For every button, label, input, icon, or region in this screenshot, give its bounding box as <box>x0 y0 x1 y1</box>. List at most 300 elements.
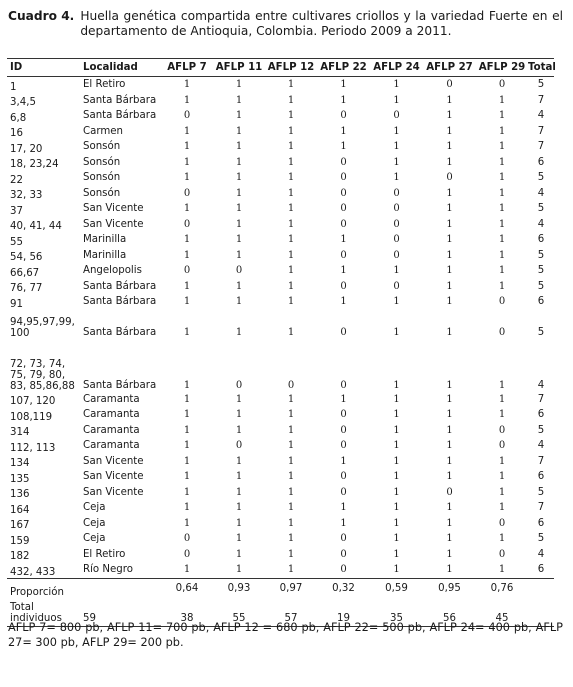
cell-value: 0 <box>340 564 347 576</box>
cell-value: 1 <box>446 265 453 277</box>
cell-localidad: San Vicente <box>83 203 144 215</box>
table-row <box>7 423 554 439</box>
cell-value: 1 <box>183 502 191 514</box>
total-individuals-label-line: individuos <box>10 612 62 624</box>
table-row <box>7 170 554 186</box>
proportion-value: 0,93 <box>213 578 265 598</box>
table-row <box>7 186 554 202</box>
cell-localidad: Ceja <box>83 517 106 529</box>
cell-value: 1 <box>340 455 347 467</box>
cell-localidad: San Vicente <box>83 486 144 498</box>
cell-localidad: San Vicente <box>83 455 144 467</box>
cell-value: 1 <box>287 517 295 529</box>
cell-localidad: Sonsón <box>83 141 121 153</box>
cell-value: 1 <box>498 486 506 498</box>
cell-value: 1 <box>446 326 453 338</box>
cell-total: 7 <box>537 125 545 137</box>
cell-value: 0 <box>340 156 347 168</box>
cell-value: 1 <box>446 517 453 529</box>
cell-total: 5 <box>537 203 545 215</box>
cell-value: 1 <box>287 125 295 137</box>
cell-value: 1 <box>498 125 506 137</box>
cell-value: 1 <box>498 533 506 545</box>
col-header-aflp11: AFLP 11 <box>213 59 265 77</box>
cell-total: 4 <box>537 218 545 230</box>
cell-value: 1 <box>287 502 295 514</box>
cell-value: 1 <box>446 455 453 467</box>
total-individuals-value: 55 <box>213 598 265 627</box>
proportion-value: 0,76 <box>476 578 528 598</box>
total-individuals-value: 56 <box>423 598 476 627</box>
cell-value: 1 <box>393 486 400 498</box>
table-row <box>7 294 554 310</box>
cell-localidad: Santa Bárbara <box>83 110 157 122</box>
cell-localidad: El Retiro <box>83 548 126 560</box>
cell-value: 0 <box>446 172 453 184</box>
cell-id <box>7 217 80 233</box>
cell-id-line: 1 <box>10 81 17 93</box>
cell-value: 1 <box>183 393 191 405</box>
cell-total: 7 <box>537 502 545 514</box>
cell-total: 6 <box>537 409 545 421</box>
cell-value: 1 <box>183 296 191 308</box>
cell-value: 1 <box>498 110 506 122</box>
cell-value: 1 <box>446 393 453 405</box>
cell-total: 6 <box>537 234 545 246</box>
cell-value: 0 <box>340 280 347 292</box>
caption-label: Cuadro 4. <box>8 9 75 23</box>
cell-total: 6 <box>537 471 545 483</box>
table-row <box>7 500 554 516</box>
cell-value: 1 <box>393 517 400 529</box>
cell-total: 5 <box>537 265 545 277</box>
cell-value: 1 <box>235 548 243 560</box>
cell-id <box>7 124 80 140</box>
cell-value: 0 <box>340 218 347 230</box>
cell-id <box>7 139 80 155</box>
table-row <box>7 310 554 339</box>
col-header-aflp24: AFLP 24 <box>370 59 423 77</box>
cell-value: 1 <box>498 265 506 277</box>
cell-id <box>7 294 80 310</box>
cell-localidad: Ceja <box>83 502 106 514</box>
cell-id-line: 75, 79, 80, <box>10 369 66 381</box>
cell-value: 1 <box>235 234 243 246</box>
cell-value: 1 <box>446 424 453 436</box>
cell-id <box>7 562 80 578</box>
cell-id <box>7 263 80 279</box>
table-row <box>7 407 554 423</box>
cell-id-line: 16 <box>10 128 23 139</box>
table-row <box>7 217 554 233</box>
cell-value: 1 <box>287 234 295 246</box>
cell-value: 1 <box>235 156 243 168</box>
cell-value: 1 <box>393 296 400 308</box>
cell-value: 1 <box>340 94 347 106</box>
cell-total: 4 <box>537 110 545 122</box>
cell-value: 1 <box>446 296 453 308</box>
table-row <box>7 232 554 248</box>
table-row <box>7 547 554 563</box>
cell-value: 1 <box>287 455 295 467</box>
cell-value: 1 <box>183 79 191 91</box>
total-individuals-value: 35 <box>370 598 423 627</box>
cell-localidad: Santa Bárbara <box>83 280 157 292</box>
cell-value: 1 <box>235 218 243 230</box>
cell-value: 0 <box>340 379 347 391</box>
cell-value: 1 <box>446 218 453 230</box>
cell-value: 1 <box>498 218 506 230</box>
cell-id-line: 72, 73, 74, <box>10 358 66 370</box>
cell-localidad: Santa Bárbara <box>83 94 157 106</box>
cell-value: 1 <box>235 94 243 106</box>
cell-localidad: Sonsón <box>83 156 121 168</box>
table-row <box>7 201 554 217</box>
cell-value: 1 <box>235 203 243 215</box>
cell-value: 1 <box>287 393 295 405</box>
cell-localidad: Marinilla <box>83 249 127 261</box>
total-individuals-value: 57 <box>265 598 317 627</box>
cell-value: 1 <box>235 280 243 292</box>
table-row <box>7 248 554 264</box>
cell-value: 1 <box>183 486 191 498</box>
cell-value: 1 <box>446 280 453 292</box>
cell-localidad: Sonsón <box>83 172 121 184</box>
cell-value: 0 <box>340 471 347 483</box>
cell-value: 0 <box>235 379 243 391</box>
cell-value: 1 <box>446 249 453 261</box>
cell-id-line: 3,4,5 <box>10 97 36 108</box>
cell-value: 0 <box>340 440 347 452</box>
cell-value: 1 <box>287 564 295 576</box>
cell-value: 1 <box>235 424 243 436</box>
cell-value: 1 <box>183 203 191 215</box>
cell-value: 1 <box>287 296 295 308</box>
cell-value: 1 <box>446 379 453 391</box>
cell-total: 7 <box>537 94 545 106</box>
cell-value: 0 <box>446 79 453 91</box>
cell-value: 1 <box>287 172 295 184</box>
cell-value: 1 <box>446 156 453 168</box>
cell-value: 0 <box>235 440 243 452</box>
header-row <box>7 59 554 77</box>
cell-localidad: Caramanta <box>83 440 140 452</box>
cell-localidad: El Retiro <box>83 79 126 91</box>
cell-id-line: 167 <box>10 520 30 531</box>
cell-value: 1 <box>183 455 191 467</box>
cell-value: 0 <box>340 548 347 560</box>
cell-id-line: 432, 433 <box>10 566 56 578</box>
cell-value: 0 <box>340 486 347 498</box>
table-row <box>7 339 554 392</box>
cell-total: 4 <box>537 548 545 560</box>
cell-id-line: 314 <box>10 427 30 438</box>
cell-value: 1 <box>235 455 243 467</box>
cell-value: 1 <box>498 455 506 467</box>
cell-localidad: Santa Bárbara <box>83 379 157 391</box>
cell-value: 1 <box>183 517 191 529</box>
cell-value: 1 <box>287 326 295 338</box>
table-row <box>7 531 554 547</box>
cell-total: 5 <box>537 249 545 261</box>
cell-id-line: 17, 20 <box>10 143 43 155</box>
cell-localidad: San Vicente <box>83 471 144 483</box>
cell-total: 6 <box>537 296 545 308</box>
cell-id-line: 54, 56 <box>10 252 43 263</box>
cell-value: 1 <box>498 280 506 292</box>
cell-value: 0 <box>393 110 400 122</box>
cell-id <box>7 469 80 485</box>
cell-total: 4 <box>537 379 545 391</box>
cell-id <box>7 454 80 470</box>
cell-value: 0 <box>183 548 191 560</box>
cell-id-line: 55 <box>10 236 23 248</box>
cell-value: 0 <box>393 218 400 230</box>
cell-id <box>7 93 80 109</box>
cell-value: 1 <box>235 486 243 498</box>
cell-value: 0 <box>183 533 191 545</box>
cell-value: 1 <box>287 141 295 153</box>
col-header-aflp29: AFLP 29 <box>476 59 528 77</box>
cell-value: 1 <box>393 471 400 483</box>
cell-value: 1 <box>235 393 243 405</box>
cell-value: 1 <box>287 156 295 168</box>
cell-total: 6 <box>537 517 545 529</box>
cell-value: 1 <box>235 172 243 184</box>
cell-total: 5 <box>537 486 545 498</box>
cell-id <box>7 438 80 454</box>
cell-value: 1 <box>393 94 400 106</box>
cell-id <box>7 500 80 516</box>
cell-value: 1 <box>446 125 453 137</box>
cell-value: 0 <box>498 79 506 91</box>
cell-value: 1 <box>340 79 347 91</box>
col-header-aflp7: AFLP 7 <box>161 59 213 77</box>
cell-id-line: 76, 77 <box>10 283 43 294</box>
cell-id-line: 164 <box>10 504 30 516</box>
cell-id <box>7 155 80 171</box>
cell-value: 1 <box>446 502 453 514</box>
cell-value: 1 <box>287 94 295 106</box>
cell-value: 1 <box>446 141 453 153</box>
cell-value: 0 <box>393 234 400 246</box>
cell-id-line: 182 <box>10 551 30 562</box>
cell-value: 0 <box>340 326 347 338</box>
cell-value: 1 <box>235 564 243 576</box>
cell-localidad: Marinilla <box>83 234 127 246</box>
cell-value: 1 <box>498 249 506 261</box>
cell-id-line: 135 <box>10 473 30 485</box>
cell-value: 0 <box>340 187 347 199</box>
cell-value: 1 <box>287 533 295 545</box>
cell-value: 0 <box>498 424 506 436</box>
proportion-value: 0,97 <box>265 578 317 598</box>
cell-value: 0 <box>340 424 347 436</box>
cell-id <box>7 248 80 264</box>
cell-id <box>7 186 80 202</box>
cell-value: 1 <box>498 203 506 215</box>
cell-id-line: 159 <box>10 535 30 547</box>
cell-value: 1 <box>183 234 191 246</box>
cell-value: 0 <box>183 218 191 230</box>
aflp-table <box>7 58 554 627</box>
cell-value: 1 <box>235 187 243 199</box>
cell-value: 0 <box>183 110 191 122</box>
cell-id-line: 6,8 <box>10 112 27 124</box>
cell-id-line: 22 <box>10 174 23 186</box>
cell-value: 1 <box>287 424 295 436</box>
cell-value: 1 <box>393 79 400 91</box>
cell-value: 1 <box>287 203 295 215</box>
cell-total: 5 <box>537 280 545 292</box>
table-row <box>7 562 554 578</box>
cell-value: 1 <box>235 533 243 545</box>
cell-value: 1 <box>340 141 347 153</box>
cell-localidad: Caramanta <box>83 409 140 421</box>
caption-text: Huella genética compartida entre cultivares criollos y la variedad Fuerte en el departamento de Antioquia, Colombia. Periodo 2009 a 2011. <box>80 9 563 38</box>
cell-total: 5 <box>537 172 545 184</box>
cell-value: 1 <box>393 455 400 467</box>
cell-localidad: Carmen <box>83 125 124 137</box>
cell-value: 1 <box>183 326 191 338</box>
cell-value: 1 <box>393 156 400 168</box>
col-header-aflp27: AFLP 27 <box>423 59 476 77</box>
cell-value: 1 <box>340 517 347 529</box>
cell-value: 1 <box>235 79 243 91</box>
cell-value: 1 <box>235 326 243 338</box>
table-row <box>7 392 554 408</box>
empty-cell <box>528 578 554 598</box>
col-header-id: ID <box>7 59 80 77</box>
cell-id-line: 94,95,97,99, <box>10 316 75 328</box>
table-row <box>7 77 554 93</box>
cell-value: 1 <box>498 156 506 168</box>
cell-value: 1 <box>446 94 453 106</box>
cell-value: 1 <box>235 502 243 514</box>
cell-id-line: 134 <box>10 458 30 469</box>
cell-value: 1 <box>446 440 453 452</box>
cell-value: 0 <box>498 440 506 452</box>
cell-value: 1 <box>498 234 506 246</box>
cell-value: 1 <box>235 125 243 137</box>
col-header-aflp22: AFLP 22 <box>317 59 370 77</box>
cell-value: 1 <box>235 471 243 483</box>
cell-value: 1 <box>340 502 347 514</box>
cell-value: 0 <box>393 203 400 215</box>
footnote: AFLP 7= 800 pb, AFLP 11= 700 pb, AFLP 12 = 680 pb, AFLP 22= 500 pb, AFLP 24= 400 pb, AFLP 27= 300 pb, AFLP 29= 200 pb. <box>8 621 563 649</box>
cell-value: 1 <box>183 156 191 168</box>
cell-id-line: 37 <box>10 205 23 217</box>
cell-value: 1 <box>393 379 400 391</box>
cell-value: 1 <box>287 486 295 498</box>
cell-value: 1 <box>287 471 295 483</box>
cell-value: 1 <box>287 440 295 452</box>
cell-value: 1 <box>393 125 400 137</box>
cell-value: 1 <box>235 110 243 122</box>
cell-localidad: San Vicente <box>83 218 144 230</box>
cell-value: 0 <box>340 172 347 184</box>
cell-value: 1 <box>393 172 400 184</box>
cell-total: 5 <box>537 533 545 545</box>
cell-value: 1 <box>340 234 347 246</box>
cell-localidad: Río Negro <box>83 564 133 576</box>
proportion-value: 0,64 <box>161 578 213 598</box>
cell-total: 7 <box>537 141 545 153</box>
cell-value: 1 <box>287 249 295 261</box>
empty-cell <box>80 578 161 598</box>
cell-id <box>7 547 80 563</box>
cell-id-line: 108,119 <box>10 411 53 423</box>
cell-value: 1 <box>446 533 453 545</box>
cell-value: 1 <box>340 393 347 405</box>
cell-value: 1 <box>183 564 191 576</box>
cell-value: 1 <box>183 440 191 452</box>
cell-localidad: Santa Bárbara <box>83 296 157 308</box>
table-row <box>7 108 554 124</box>
cell-value: 1 <box>393 548 400 560</box>
table-row <box>7 516 554 532</box>
cell-value: 1 <box>498 502 506 514</box>
cell-value: 1 <box>393 564 400 576</box>
cell-localidad: Sonsón <box>83 187 121 199</box>
cell-value: 1 <box>287 187 295 199</box>
total-individuals-label-line: Total <box>10 601 34 613</box>
cell-value: 0 <box>183 265 191 277</box>
cell-localidad: Caramanta <box>83 393 140 405</box>
cell-value: 1 <box>235 517 243 529</box>
total-individuals-value: 38 <box>161 598 213 627</box>
cell-value: 1 <box>393 502 400 514</box>
cell-id <box>7 485 80 501</box>
cell-id-line: 100 <box>10 327 30 339</box>
cell-id <box>7 423 80 439</box>
cell-value: 1 <box>235 409 243 421</box>
cell-value: 1 <box>287 280 295 292</box>
proportion-value: 0,95 <box>423 578 476 598</box>
cell-total: 5 <box>537 424 545 436</box>
table-row <box>7 485 554 501</box>
cell-id <box>7 516 80 532</box>
cell-id <box>7 310 80 339</box>
cell-total: 6 <box>537 564 545 576</box>
cell-value: 1 <box>183 141 191 153</box>
cell-value: 1 <box>446 234 453 246</box>
table-row <box>7 438 554 454</box>
cell-value: 1 <box>235 141 243 153</box>
cell-value: 0 <box>340 110 347 122</box>
cell-value: 1 <box>340 265 347 277</box>
cell-value: 1 <box>287 409 295 421</box>
col-header-localidad: Localidad <box>80 59 161 77</box>
cell-value: 1 <box>393 141 400 153</box>
cell-value: 1 <box>287 548 295 560</box>
cell-value: 0 <box>498 326 506 338</box>
cell-value: 1 <box>287 79 295 91</box>
cell-value: 1 <box>183 471 191 483</box>
cell-id-line: 136 <box>10 489 30 500</box>
cell-value: 0 <box>498 548 506 560</box>
table-body <box>7 77 554 627</box>
cell-value: 1 <box>340 296 347 308</box>
cell-value: 1 <box>498 141 506 153</box>
cell-localidad: Angelopolis <box>83 265 142 277</box>
cell-id <box>7 531 80 547</box>
table-row <box>7 263 554 279</box>
proportion-value: 0,59 <box>370 578 423 598</box>
col-header-aflp12: AFLP 12 <box>265 59 317 77</box>
col-header-total: Total <box>528 59 554 77</box>
cell-value: 1 <box>498 94 506 106</box>
